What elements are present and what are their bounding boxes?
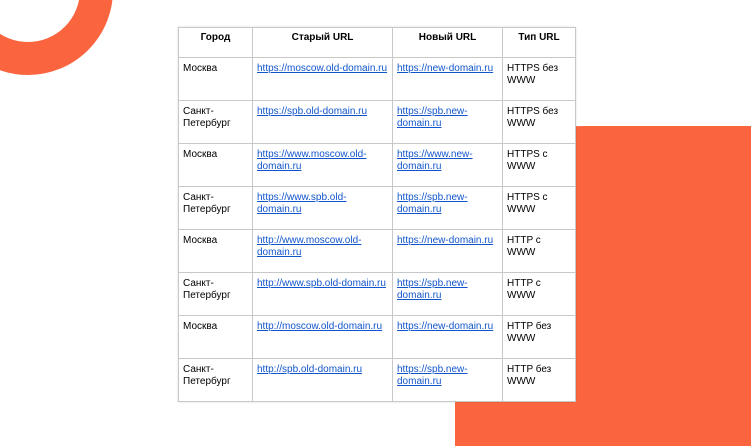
cell-new-url	[393, 101, 503, 144]
cell-city: Москва	[179, 230, 253, 273]
cell-new-url	[393, 230, 503, 273]
old-url-link[interactable]: http://spb.old-domain.ru	[257, 364, 363, 375]
new-url-link[interactable]: https://new-domain.ru	[397, 235, 494, 246]
old-url-link[interactable]: https://spb.old-domain.ru	[257, 106, 368, 117]
cell-old-url	[253, 144, 393, 187]
table-row	[179, 144, 576, 187]
cell-url-type: HTTP без WWW	[503, 316, 576, 359]
new-url-link[interactable]: https://www.new-domain.ru	[397, 149, 473, 172]
cell-url-type: HTTP с WWW	[503, 273, 576, 316]
old-url-link[interactable]: http://www.spb.old-domain.ru	[257, 278, 386, 289]
table-row	[179, 316, 576, 359]
header-url-type: Тип URL	[503, 28, 576, 58]
cell-new-url	[393, 316, 503, 359]
old-url-link[interactable]: http://moscow.old-domain.ru	[257, 321, 383, 332]
cell-city: Москва	[179, 316, 253, 359]
new-url-link[interactable]: https://spb.new-domain.ru	[397, 192, 468, 215]
cell-url-type: HTTPS с WWW	[503, 187, 576, 230]
header-new-url: Новый URL	[393, 28, 503, 58]
new-url-link[interactable]: https://spb.new-domain.ru	[397, 278, 468, 301]
new-url-link[interactable]: https://spb.new-domain.ru	[397, 106, 468, 129]
old-url-link[interactable]: http://www.moscow.old-domain.ru	[257, 235, 362, 258]
cell-old-url	[253, 187, 393, 230]
header-old-url: Старый URL	[253, 28, 393, 58]
cell-old-url	[253, 58, 393, 101]
decorative-ring	[0, 0, 113, 75]
cell-url-type: HTTPS с WWW	[503, 144, 576, 187]
cell-city: Санкт-Петербург	[179, 273, 253, 316]
cell-new-url	[393, 144, 503, 187]
cell-new-url	[393, 359, 503, 402]
cell-city: Москва	[179, 144, 253, 187]
table-row	[179, 187, 576, 230]
cell-city: Санкт-Петербург	[179, 101, 253, 144]
table-row	[179, 101, 576, 144]
cell-new-url	[393, 58, 503, 101]
table-row	[179, 273, 576, 316]
cell-new-url	[393, 187, 503, 230]
header-city: Город	[179, 28, 253, 58]
old-url-link[interactable]: https://moscow.old-domain.ru	[257, 63, 388, 74]
new-url-link[interactable]: https://new-domain.ru	[397, 321, 494, 332]
new-url-link[interactable]: https://new-domain.ru	[397, 63, 494, 74]
table-row	[179, 230, 576, 273]
cell-url-type: HTTPS без WWW	[503, 101, 576, 144]
cell-url-type: HTTP с WWW	[503, 230, 576, 273]
cell-old-url	[253, 101, 393, 144]
cell-city: Москва	[179, 58, 253, 101]
old-url-link[interactable]: https://www.spb.old-domain.ru	[257, 192, 347, 215]
cell-old-url	[253, 230, 393, 273]
cell-city: Санкт-Петербург	[179, 187, 253, 230]
cell-new-url	[393, 273, 503, 316]
cell-url-type: HTTPS без WWW	[503, 58, 576, 101]
table-header-row	[179, 28, 576, 58]
table-row	[179, 58, 576, 101]
url-redirect-table	[178, 27, 576, 402]
new-url-link[interactable]: https://spb.new-domain.ru	[397, 364, 468, 387]
cell-city: Санкт-Петербург	[179, 359, 253, 402]
cell-old-url	[253, 316, 393, 359]
table-row	[179, 359, 576, 402]
cell-old-url	[253, 273, 393, 316]
old-url-link[interactable]: https://www.moscow.old-domain.ru	[257, 149, 367, 172]
cell-old-url	[253, 359, 393, 402]
cell-url-type: HTTP без WWW	[503, 359, 576, 402]
